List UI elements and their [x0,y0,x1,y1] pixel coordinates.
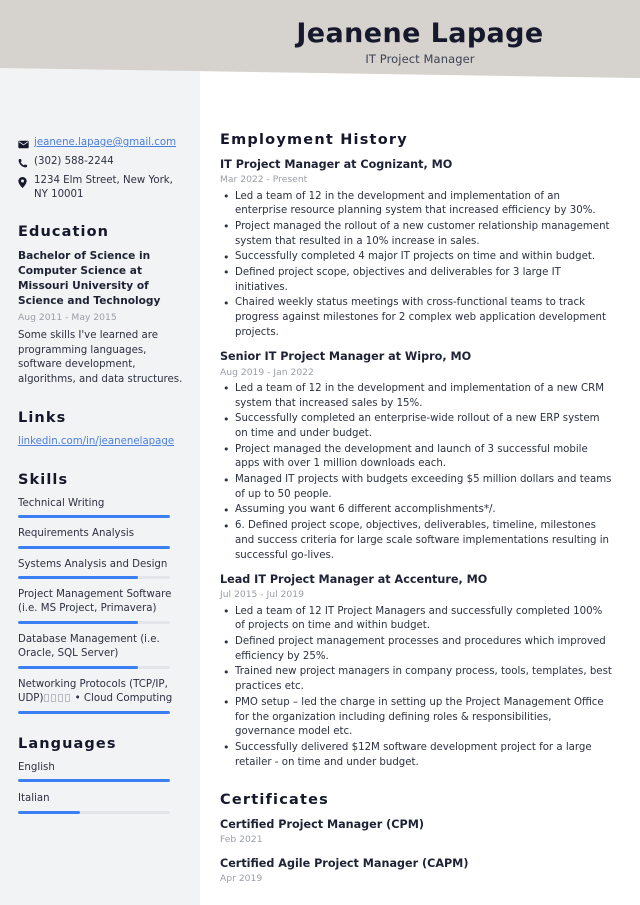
education-item [18,249,184,388]
employment-bullet: • Successfully completed 4 major IT projects on time and within budget. [220,250,614,265]
certificates-heading: Certificates [220,792,329,809]
email-link[interactable]: jeanene.lapage@gmail.com [34,137,177,148]
employment-item [220,349,614,563]
certificate-item [220,856,614,886]
skill-level-track [18,711,170,714]
skill-item [18,497,184,518]
missing-glyph-icon [44,694,49,702]
employment-bullet: • Assuming you want 6 different accomplishments*/. [220,503,614,518]
contact-item-address [18,174,184,202]
employment-bullet: • Project managed the rollout of a new customer relationship management system that resulted in a 10% increase in sales. [220,220,614,249]
employment-bullet: • Successfully completed an enterprise-wide rollout of a new ERP system on time and under budget. [220,412,614,441]
education-title: Bachelor of Science in Computer Science at Missouri University of Science and Technology [18,250,161,308]
skills-heading: Skills [18,471,69,488]
candidate-job-title: IT Project Manager [365,52,475,67]
employment-title: Senior IT Project Manager at Wipro, MO [220,350,472,364]
links-heading: Links [18,410,67,427]
certificate-date: Feb 2021 [220,834,263,846]
certificates-list [220,817,614,885]
employment-list [220,157,614,770]
education-description: Some skills I've learned are programming languages, software development, algorithms, and data structures. [18,329,183,386]
employment-bullet: • 6. Defined project scope, objectives, deliverables, timeline, milestones and success criteria for large scale software implementations resulting in successful go-lives. [220,519,614,563]
link-item-linkedin[interactable]: linkedin.com/in/jeanenelapage [18,436,175,448]
header-text-block [200,18,640,66]
missing-glyph-icon [51,694,56,702]
employment-history-heading: Employment History [220,132,408,148]
employment-bullet: • Defined project scope, objectives and deliverables for 3 large IT initiatives. [220,266,614,295]
missing-glyph-icon [58,694,63,702]
employment-item [220,157,614,340]
certificates-block [220,792,614,885]
skill-level-fill [18,546,170,549]
skill-label: Technical Writing [18,497,105,509]
employment-date: Mar 2022 - Present [220,174,308,186]
skill-item [18,588,184,624]
skill-level-fill [18,711,170,714]
location-pin-icon [18,175,34,189]
employment-bullet: • PMO setup – led the charge in setting up the Project Management Office for the organization including defining roles & responsibilities, governance model etc. [220,696,614,740]
employment-bullet-list [220,382,614,563]
skill-level-fill [18,576,138,579]
phone-icon [18,156,34,170]
skill-level-track [18,666,170,669]
certificate-item [220,817,614,847]
skill-item [18,633,184,669]
language-level-track [18,779,170,782]
employment-title: Lead IT Project Manager at Accenture, MO [220,573,488,587]
contact-phone-value: (302) 588-2244 [34,156,114,167]
skills-list [18,497,184,714]
language-label: Italian [18,793,50,805]
employment-item [220,572,614,770]
employment-bullet: • Managed IT projects with budgets exceeding $5 million dollars and teams of up to 50 people. [220,473,614,502]
sidebar-content [0,0,200,824]
main-content [200,0,640,894]
employment-title: IT Project Manager at Cognizant, MO [220,158,453,171]
employment-bullet: • Defined project management processes and procedures which improved efficiency by 25%. [220,635,614,664]
language-label: English [18,761,55,773]
skill-level-fill [18,515,170,518]
contact-email-value [34,136,184,150]
skill-level-fill [18,666,138,669]
language-item [18,761,184,782]
language-level-track [18,811,170,814]
skill-level-track [18,576,170,579]
skill-item [18,678,184,714]
skill-level-track [18,515,170,518]
contact-item-email [18,136,184,151]
education-heading: Education [18,224,110,241]
employment-bullet: • Led a team of 12 in the development and implementation of a new CRM system that increased sales by 15%. [220,382,614,411]
skill-level-track [18,621,170,624]
skill-level-fill [18,621,138,624]
contact-item-phone [18,155,184,170]
employment-bullet: • Chaired weekly status meetings with cross-functional teams to track progress against milestones for 2 complex web application development projects. [220,296,614,340]
skill-label: Networking Protocols (TCP/IP, UDP) • Cloud Computing [18,678,173,705]
employment-bullet: • Led a team of 12 in the development and implementation of an enterprise resource planning system that increased efficiency by 30%. [220,190,614,219]
languages-list [18,761,184,814]
employment-bullet-list [220,605,614,771]
candidate-name: Jeanene Lapage [296,18,544,49]
contact-list [18,136,184,202]
employment-bullet: • Successfully delivered $12M software development project for a large retailer - on time and under budget. [220,741,614,770]
skill-label: Systems Analysis and Design [18,558,168,570]
employment-date: Aug 2019 - Jan 2022 [220,366,314,378]
employment-bullet: • Trained new project managers in company process, tools, templates, best practices etc. [220,665,614,694]
certificate-title: Certified Project Manager (CPM) [220,818,424,832]
languages-heading: Languages [18,735,117,752]
education-date: Aug 2011 - May 2015 [18,312,117,324]
envelope-icon [18,137,34,151]
skill-label: Database Management (i.e. Oracle, SQL Server) [18,633,160,660]
missing-glyph-icon [65,694,70,702]
language-level-fill [18,811,80,814]
certificate-date: Apr 2019 [220,872,263,884]
contact-address-value: 1234 Elm Street, New York, NY 10001 [34,175,173,201]
language-item [18,792,184,813]
language-level-fill [18,779,170,782]
skill-label: Project Management Software (i.e. MS Project, Primavera) [18,589,172,615]
employment-bullet: • Led a team of 12 IT Project Managers and successfully completed 100% of projects on time and within budget. [220,605,614,634]
employment-bullet: • Project managed the development and launch of 3 successful mobile apps with over 1 million downloads each. [220,443,614,472]
skill-item [18,558,184,579]
certificate-title: Certified Agile Project Manager (CAPM) [220,856,469,870]
employment-bullet-list [220,190,614,341]
skill-level-track [18,546,170,549]
skill-item [18,527,184,548]
employment-date: Jul 2015 - Jul 2019 [220,589,304,601]
skill-label: Requirements Analysis [18,528,135,540]
